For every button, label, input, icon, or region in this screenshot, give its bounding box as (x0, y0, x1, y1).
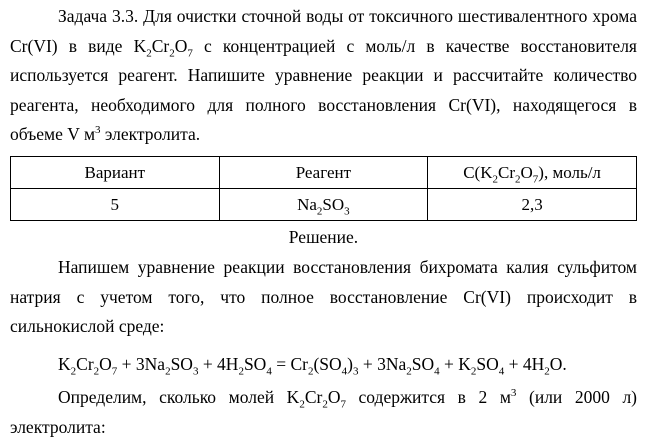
table-header-cell: $C(K_2Cr_2O_7)$, моль/л (428, 157, 637, 189)
reaction-equation: $K_2Cr_2O_7 + 3Na_2SO_3 + 4H_2SO_4 = Cr_2(SO_4)_3 + 3Na_2SO_4 + K_2SO_4 + 4H_2O$. (58, 354, 567, 378)
table-row (11, 189, 637, 221)
table-cell: $Na_2SO_3$ (219, 189, 428, 221)
table-header-row (11, 157, 637, 189)
solution-heading: Решение. (288, 227, 359, 247)
table-cell: 5 (11, 189, 220, 221)
table-header-cell: Реагент (219, 157, 428, 189)
variant-table (10, 156, 637, 221)
table-cell: 2,3 (428, 189, 637, 221)
task-statement: Задача 3.3. Для очистки сточной воды от токсичного шестивалентного хрома Cr(VI) в виде $K_2Cr_2O_7$ с концентрацией с моль/л в качестве восстановителя используется реагент. Напишите уравнение реакции и рассчитайте количество реагента, необходимого для полного восстановления Cr(VI), находящегося в объеме V $м^3$ электролита. (10, 6, 637, 144)
task-title: Задача 3.3. (58, 6, 139, 26)
paragraph-moles: Определим, сколько молей $K_2Cr_2O_7$ содержится в 2 $м^3$ (или 2000 л) электролита: (10, 387, 637, 437)
paragraph-reaction-intro: Напишем уравнение реакции восстановления бихромата калия сульфитом натрия с учетом того, что полное восстановление Cr(VI) происходит в сильнокислой среде: (10, 257, 637, 336)
table-header-cell: Вариант (11, 157, 220, 189)
